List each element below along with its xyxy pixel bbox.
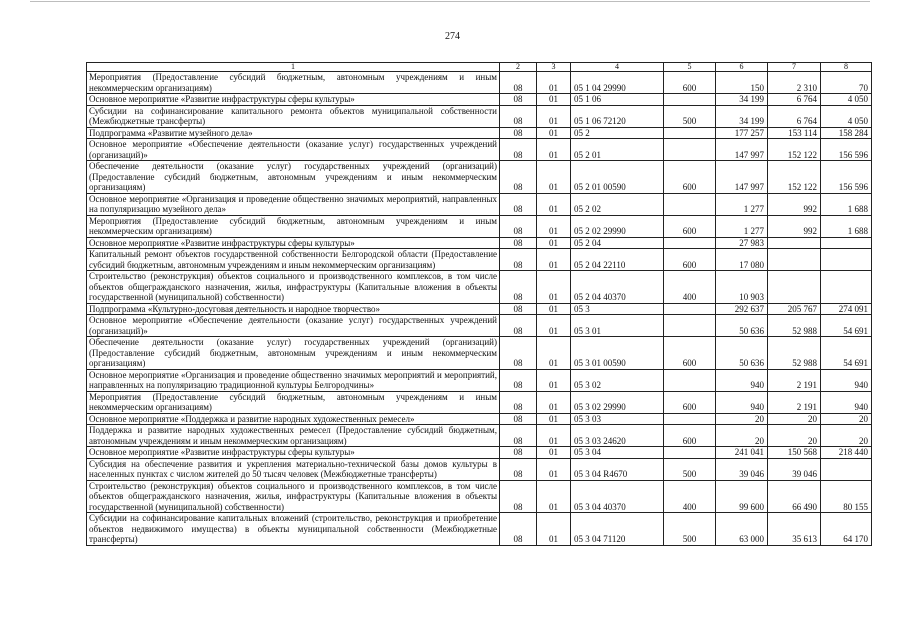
subsection-code-cell: 01 xyxy=(537,337,571,370)
amount-col8-cell xyxy=(821,249,872,271)
amount-col6-cell: 1 277 xyxy=(716,215,768,237)
table-row xyxy=(87,315,872,337)
row-name-cell: Субсидии на софинансирование капитальных вложений (строительство, реконструкция и приобретение объектов недвижимого имущества) в объекты муниципальной собственности (Межбюджетные трансферты) xyxy=(87,513,500,546)
amount-col7-cell: 2 310 xyxy=(768,72,821,94)
target-article-cell: 05 3 xyxy=(571,303,664,315)
amount-col6-cell: 50 636 xyxy=(716,337,768,370)
amount-col8-cell: 70 xyxy=(821,72,872,94)
amount-col8-cell: 20 xyxy=(821,413,872,425)
amount-col7-cell: 992 xyxy=(768,215,821,237)
expense-type-cell xyxy=(664,315,716,337)
amount-col6-cell: 27 983 xyxy=(716,237,768,249)
subsection-code-cell: 01 xyxy=(537,513,571,546)
target-article-cell: 05 2 01 xyxy=(571,139,664,161)
table-body xyxy=(87,72,872,546)
subsection-code-cell: 01 xyxy=(537,127,571,139)
expense-type-cell: 500 xyxy=(664,458,716,480)
expense-type-cell: 600 xyxy=(664,249,716,271)
target-article-cell: 05 3 04 xyxy=(571,447,664,459)
row-name-cell: Основное мероприятие «Развитие инфраструктуры сферы культуры» xyxy=(87,94,500,106)
expense-type-cell xyxy=(664,237,716,249)
subsection-code-cell: 01 xyxy=(537,303,571,315)
table-row xyxy=(87,369,872,391)
section-code-cell: 08 xyxy=(500,337,537,370)
expense-type-cell: 600 xyxy=(664,215,716,237)
target-article-cell: 05 3 04 71120 xyxy=(571,513,664,546)
row-name-cell: Субсидия на обеспечение развития и укрепления материально-технической базы домов культуры в населенных пунктах с числом жителей до 50 тысяч человек (Межбюджетные трансферты) xyxy=(87,458,500,480)
target-article-cell: 05 2 04 22110 xyxy=(571,249,664,271)
table-row xyxy=(87,215,872,237)
table-row xyxy=(87,94,872,106)
section-code-cell: 08 xyxy=(500,139,537,161)
expense-type-cell: 600 xyxy=(664,391,716,413)
amount-col6-cell: 147 997 xyxy=(716,139,768,161)
table-row xyxy=(87,413,872,425)
row-name-cell: Субсидии на софинансирование капитального ремонта объектов муниципальной собственности (Межбюджетные трансферты) xyxy=(87,105,500,127)
amount-col7-cell: 152 122 xyxy=(768,161,821,194)
table-row xyxy=(87,193,872,215)
target-article-cell: 05 2 04 xyxy=(571,237,664,249)
amount-col6-cell: 20 xyxy=(716,425,768,447)
target-article-cell: 05 3 04 40370 xyxy=(571,480,664,513)
row-name-cell: Строительство (реконструкция) объектов социального и производственного комплексов, в том числе объектов общегражданского назначения, жилья, инфраструктуры (Капитальные вложения в объекты государственной (муниципальной) собственности) xyxy=(87,271,500,304)
amount-col6-cell: 10 903 xyxy=(716,271,768,304)
subsection-code-cell: 01 xyxy=(537,425,571,447)
column-header-5: 5 xyxy=(664,63,716,72)
section-code-cell: 08 xyxy=(500,303,537,315)
amount-col8-cell: 54 691 xyxy=(821,315,872,337)
amount-col7-cell: 205 767 xyxy=(768,303,821,315)
expense-type-cell: 500 xyxy=(664,105,716,127)
amount-col6-cell: 34 199 xyxy=(716,105,768,127)
amount-col6-cell: 177 257 xyxy=(716,127,768,139)
expense-type-cell: 600 xyxy=(664,337,716,370)
table-row xyxy=(87,237,872,249)
amount-col7-cell: 35 613 xyxy=(768,513,821,546)
expense-type-cell: 600 xyxy=(664,161,716,194)
amount-col6-cell: 34 199 xyxy=(716,94,768,106)
amount-col7-cell: 6 764 xyxy=(768,105,821,127)
table-row xyxy=(87,303,872,315)
amount-col6-cell: 150 xyxy=(716,72,768,94)
subsection-code-cell: 01 xyxy=(537,249,571,271)
amount-col8-cell: 64 170 xyxy=(821,513,872,546)
section-code-cell: 08 xyxy=(500,447,537,459)
section-code-cell: 08 xyxy=(500,105,537,127)
target-article-cell: 05 2 04 40370 xyxy=(571,271,664,304)
column-header-8: 8 xyxy=(821,63,872,72)
table-row xyxy=(87,513,872,546)
section-code-cell: 08 xyxy=(500,72,537,94)
expense-type-cell: 400 xyxy=(664,480,716,513)
amount-col8-cell xyxy=(821,271,872,304)
target-article-cell: 05 1 06 xyxy=(571,94,664,106)
row-name-cell: Подпрограмма «Развитие музейного дела» xyxy=(87,127,500,139)
amount-col6-cell: 292 637 xyxy=(716,303,768,315)
subsection-code-cell: 01 xyxy=(537,391,571,413)
amount-col8-cell: 940 xyxy=(821,391,872,413)
row-name-cell: Основное мероприятие «Обеспечение деятельности (оказание услуг) государственных учреждений (организаций)» xyxy=(87,139,500,161)
expense-type-cell: 400 xyxy=(664,271,716,304)
section-code-cell: 08 xyxy=(500,480,537,513)
amount-col6-cell: 20 xyxy=(716,413,768,425)
target-article-cell: 05 2 01 00590 xyxy=(571,161,664,194)
amount-col8-cell: 54 691 xyxy=(821,337,872,370)
row-name-cell: Мероприятия (Предоставление субсидий бюджетным, автономным учреждениям и иным некоммерческим организациям) xyxy=(87,391,500,413)
row-name-cell: Поддержка и развитие народных художественных ремесел (Предоставление субсидий бюджетным, автономным учреждениям и иным некоммерческим организациям) xyxy=(87,425,500,447)
table-row xyxy=(87,337,872,370)
amount-col8-cell: 1 688 xyxy=(821,215,872,237)
amount-col6-cell: 39 046 xyxy=(716,458,768,480)
amount-col7-cell: 153 114 xyxy=(768,127,821,139)
expense-type-cell xyxy=(664,447,716,459)
subsection-code-cell: 01 xyxy=(537,369,571,391)
table-row xyxy=(87,447,872,459)
section-code-cell: 08 xyxy=(500,161,537,194)
table-row xyxy=(87,425,872,447)
expense-type-cell xyxy=(664,303,716,315)
subsection-code-cell: 01 xyxy=(537,105,571,127)
amount-col7-cell: 152 122 xyxy=(768,139,821,161)
row-name-cell: Мероприятия (Предоставление субсидий бюджетным, автономным учреждениям и иным некоммерческим организациям) xyxy=(87,215,500,237)
expense-type-cell: 600 xyxy=(664,72,716,94)
expense-type-cell xyxy=(664,127,716,139)
row-name-cell: Строительство (реконструкция) объектов социального и производственного комплексов, в том числе объектов общегражданского назначения, жилья, инфраструктуры (Капитальные вложения в объекты государственной (муниципальной) собственности) xyxy=(87,480,500,513)
amount-col7-cell: 20 xyxy=(768,413,821,425)
amount-col7-cell: 150 568 xyxy=(768,447,821,459)
amount-col6-cell: 99 600 xyxy=(716,480,768,513)
table-row xyxy=(87,249,872,271)
amount-col8-cell: 80 155 xyxy=(821,480,872,513)
table-row xyxy=(87,72,872,94)
row-name-cell: Основное мероприятие «Развитие инфраструктуры сферы культуры» xyxy=(87,447,500,459)
target-article-cell: 05 3 01 xyxy=(571,315,664,337)
target-article-cell: 05 2 xyxy=(571,127,664,139)
section-code-cell: 08 xyxy=(500,271,537,304)
section-code-cell: 08 xyxy=(500,193,537,215)
amount-col7-cell: 2 191 xyxy=(768,369,821,391)
amount-col6-cell: 147 997 xyxy=(716,161,768,194)
table-row xyxy=(87,458,872,480)
subsection-code-cell: 01 xyxy=(537,193,571,215)
amount-col7-cell: 66 490 xyxy=(768,480,821,513)
expense-type-cell xyxy=(664,413,716,425)
column-header-1: 1 xyxy=(87,63,500,72)
amount-col6-cell: 63 000 xyxy=(716,513,768,546)
expense-type-cell xyxy=(664,139,716,161)
expense-type-cell xyxy=(664,94,716,106)
subsection-code-cell: 01 xyxy=(537,139,571,161)
column-header-6: 6 xyxy=(716,63,768,72)
target-article-cell: 05 3 03 xyxy=(571,413,664,425)
section-code-cell: 08 xyxy=(500,237,537,249)
target-article-cell: 05 3 03 24620 xyxy=(571,425,664,447)
target-article-cell: 05 3 02 29990 xyxy=(571,391,664,413)
section-code-cell: 08 xyxy=(500,413,537,425)
row-name-cell: Основное мероприятие «Организация и проведение общественно значимых мероприятий и мероприятий, направленных на популяризацию традиционной культуры Белгородчины» xyxy=(87,369,500,391)
subsection-code-cell: 01 xyxy=(537,413,571,425)
section-code-cell: 08 xyxy=(500,215,537,237)
row-name-cell: Основное мероприятие «Организация и проведение общественно значимых мероприятий, направленных на популяризацию музейного дела» xyxy=(87,193,500,215)
section-code-cell: 08 xyxy=(500,94,537,106)
amount-col8-cell: 274 091 xyxy=(821,303,872,315)
column-header-3: 3 xyxy=(537,63,571,72)
amount-col6-cell: 241 041 xyxy=(716,447,768,459)
table-row xyxy=(87,391,872,413)
amount-col8-cell xyxy=(821,237,872,249)
header-row xyxy=(87,63,872,72)
section-code-cell: 08 xyxy=(500,513,537,546)
table-row xyxy=(87,271,872,304)
expense-type-cell xyxy=(664,193,716,215)
subsection-code-cell: 01 xyxy=(537,237,571,249)
table-row xyxy=(87,127,872,139)
amount-col7-cell: 39 046 xyxy=(768,458,821,480)
section-code-cell: 08 xyxy=(500,458,537,480)
section-code-cell: 08 xyxy=(500,425,537,447)
target-article-cell: 05 3 04 R4670 xyxy=(571,458,664,480)
subsection-code-cell: 01 xyxy=(537,94,571,106)
column-header-2: 2 xyxy=(500,63,537,72)
section-code-cell: 08 xyxy=(500,127,537,139)
amount-col6-cell: 1 277 xyxy=(716,193,768,215)
budget-table xyxy=(86,62,872,546)
amount-col7-cell: 6 764 xyxy=(768,94,821,106)
row-name-cell: Основное мероприятие «Обеспечение деятельности (оказание услуг) государственных учреждений (организаций)» xyxy=(87,315,500,337)
section-code-cell: 08 xyxy=(500,249,537,271)
target-article-cell: 05 1 06 72120 xyxy=(571,105,664,127)
table-row xyxy=(87,139,872,161)
row-name-cell: Основное мероприятие «Поддержка и развитие народных художественных ремесел» xyxy=(87,413,500,425)
amount-col8-cell: 4 050 xyxy=(821,94,872,106)
amount-col7-cell: 20 xyxy=(768,425,821,447)
column-header-4: 4 xyxy=(571,63,664,72)
subsection-code-cell: 01 xyxy=(537,271,571,304)
amount-col6-cell: 940 xyxy=(716,369,768,391)
amount-col8-cell: 4 050 xyxy=(821,105,872,127)
amount-col7-cell xyxy=(768,237,821,249)
row-name-cell: Основное мероприятие «Развитие инфраструктуры сферы культуры» xyxy=(87,237,500,249)
subsection-code-cell: 01 xyxy=(537,458,571,480)
subsection-code-cell: 01 xyxy=(537,215,571,237)
amount-col7-cell xyxy=(768,249,821,271)
row-name-cell: Обеспечение деятельности (оказание услуг) государственных учреждений (организаций) (Предоставление субсидий бюджетным, автономным учреждениям и иным некоммерческим организациям) xyxy=(87,161,500,194)
amount-col7-cell: 52 988 xyxy=(768,315,821,337)
row-name-cell: Мероприятия (Предоставление субсидий бюджетным, автономным учреждениям и иным некоммерческим организациям) xyxy=(87,72,500,94)
amount-col7-cell: 992 xyxy=(768,193,821,215)
page-number: 274 xyxy=(445,31,460,42)
section-code-cell: 08 xyxy=(500,369,537,391)
top-rule xyxy=(30,1,870,4)
amount-col8-cell: 156 596 xyxy=(821,161,872,194)
expense-type-cell xyxy=(664,369,716,391)
table-row xyxy=(87,105,872,127)
section-code-cell: 08 xyxy=(500,315,537,337)
amount-col7-cell: 52 988 xyxy=(768,337,821,370)
amount-col8-cell: 1 688 xyxy=(821,193,872,215)
subsection-code-cell: 01 xyxy=(537,72,571,94)
subsection-code-cell: 01 xyxy=(537,480,571,513)
row-name-cell: Подпрограмма «Культурно-досуговая деятельность и народное творчество» xyxy=(87,303,500,315)
row-name-cell: Капитальный ремонт объектов государственной собственности Белгородской области (Предоставление субсидий бюджетным, автономным учреждениям и иным некоммерческим организациям) xyxy=(87,249,500,271)
amount-col8-cell: 940 xyxy=(821,369,872,391)
amount-col7-cell xyxy=(768,271,821,304)
expense-type-cell: 500 xyxy=(664,513,716,546)
subsection-code-cell: 01 xyxy=(537,447,571,459)
target-article-cell: 05 3 02 xyxy=(571,369,664,391)
target-article-cell: 05 3 01 00590 xyxy=(571,337,664,370)
amount-col8-cell: 158 284 xyxy=(821,127,872,139)
table-row xyxy=(87,161,872,194)
table-row xyxy=(87,480,872,513)
amount-col8-cell: 20 xyxy=(821,425,872,447)
amount-col8-cell: 218 440 xyxy=(821,447,872,459)
target-article-cell: 05 1 04 29990 xyxy=(571,72,664,94)
row-name-cell: Обеспечение деятельности (оказание услуг) государственных учреждений (организаций) (Предоставление субсидий бюджетным, автономным учреждениям и иным некоммерческим организациям) xyxy=(87,337,500,370)
subsection-code-cell: 01 xyxy=(537,315,571,337)
target-article-cell: 05 2 02 29990 xyxy=(571,215,664,237)
column-header-7: 7 xyxy=(768,63,821,72)
subsection-code-cell: 01 xyxy=(537,161,571,194)
amount-col8-cell: 156 596 xyxy=(821,139,872,161)
expense-type-cell: 600 xyxy=(664,425,716,447)
section-code-cell: 08 xyxy=(500,391,537,413)
amount-col6-cell: 50 636 xyxy=(716,315,768,337)
target-article-cell: 05 2 02 xyxy=(571,193,664,215)
amount-col7-cell: 2 191 xyxy=(768,391,821,413)
amount-col6-cell: 17 080 xyxy=(716,249,768,271)
amount-col8-cell xyxy=(821,458,872,480)
amount-col6-cell: 940 xyxy=(716,391,768,413)
